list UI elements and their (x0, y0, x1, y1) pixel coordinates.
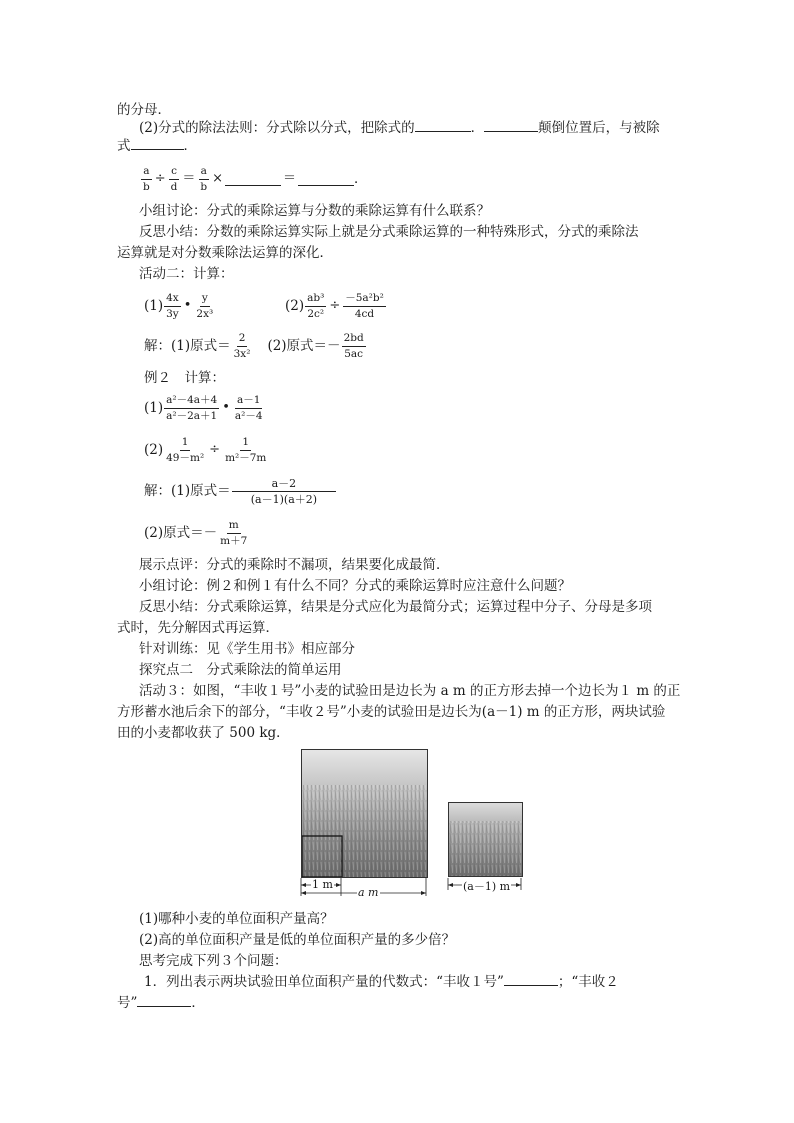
summary-1: 反思小结：分数的乘除运算实际上就是分式乘除运算的一种特殊形式，分式的乘除法 (139, 224, 639, 240)
text-line (117, 101, 171, 119)
example-2-solution-1: 解：(1)原式＝ $\frac{a-2}{(a-1)(a+2)}$ (144, 473, 337, 509)
operator: • (222, 400, 230, 415)
fraction: $\frac{\text{ab³}}{\text{2c²}}$ (307, 291, 325, 320)
text: 颠倒位置后，与被除 (538, 120, 660, 136)
example-2-problem-1: (1) $\frac{\text{a²－4a＋4}}{\text{a²－2a＋1}}$ • $\frac{a-1}{\text{a²－4}}$ (144, 393, 263, 422)
text: ． (470, 120, 485, 136)
text: 式 (117, 138, 131, 154)
answer-blank[interactable] (415, 119, 471, 132)
summary-2-cont: 式时，先分解因式再运算． (117, 620, 279, 636)
operator: ÷ (209, 442, 221, 457)
think-prompt: 思考完成下列３个问题： (139, 953, 288, 969)
group-discussion-1: 小组讨论：分式的乘除运算与分数的乘除运算有什么联系？ (139, 203, 490, 219)
activity-2-heading: 活动二：计算： (139, 266, 234, 282)
fraction: $\frac{m}{m+7}$ (220, 518, 248, 547)
formula-division-rule (140, 164, 368, 194)
wheat-field-picture (449, 803, 522, 876)
question-2: (2)高的单位面积产量是低的单位面积产量的多少倍？ (139, 932, 456, 948)
field-fengshou-2-image (448, 802, 523, 877)
answer-blank[interactable] (131, 137, 184, 150)
activity-3-line-3: 田的小麦都收获了 500 kg． (117, 725, 290, 741)
activity-2-problem-2: (2) $\frac{\text{ab³}}{\text{2c²}}$ ÷ $\frac{\text{－5a²b²}}{4cd}$ (285, 291, 384, 320)
activity-3-line-1: 活动３：如图，“丰收１号”小麦的试验田是边长为 a m 的正方形去掉一个边长为１ m 的正 (139, 683, 681, 699)
section-heading-point-2: 探究点二 分式乘除法的简单运用 (139, 662, 342, 678)
answer-blank[interactable] (137, 994, 191, 1007)
question-1: (1)哪种小麦的单位面积产量高？ (139, 911, 334, 927)
fraction: $\frac{c}{d}$ (170, 164, 178, 193)
text-line (117, 137, 197, 155)
fraction: $\frac{y}{\text{2x³}}$ (196, 291, 214, 320)
fraction: $\frac{4x}{3y}$ (166, 291, 179, 320)
fraction: $\frac{1}{\text{49－m²}}$ (166, 435, 205, 464)
example-2-heading: 例２ 计算： (144, 370, 225, 386)
field-fengshou-1-image (301, 749, 428, 878)
fraction: $\frac{a}{b}$ (143, 164, 150, 193)
operator: ÷ (329, 298, 341, 313)
example-2-problem-2: (2) $\frac{1}{\text{49－m²}}$ ÷ $\frac{1}{\text{m²－7m}}$ (144, 435, 267, 464)
answer-blank[interactable] (225, 173, 281, 186)
wheat-field-picture (302, 750, 427, 877)
example-2-solution-2: (2)原式＝－ $\frac{m}{m+7}$ (144, 518, 248, 547)
fraction: $\frac{2bd}{5ac}$ (343, 331, 364, 360)
fraction: $\frac{\text{a²－4a＋4}}{\text{a²－2a＋1}}$ (166, 393, 218, 422)
answer-blank[interactable] (484, 119, 538, 132)
division-rule-line (139, 119, 660, 137)
summary-2: 反思小结：分式乘除运算，结果是分式应化为最简分式；运算过程中分子、分母是多项 (139, 599, 652, 615)
label-am: a m (358, 886, 379, 899)
activity-2-solution: 解：(1)原式＝ $\frac{2}{\text{3x²}}$ (2)原式＝－ $\frac{2bd}{5ac}$ (144, 331, 364, 360)
fraction: $\frac{1}{\text{m²－7m}}$ (225, 435, 267, 464)
fraction: $\frac{a}{b}$ (200, 164, 208, 193)
targeted-training: 针对训练：见《学生用书》相应部分 (139, 641, 355, 657)
presentation-comment: 展示点评：分式的乘除时不漏项，结果要化成最简． (139, 557, 450, 573)
text: ． (183, 138, 197, 154)
operator: ＝ (182, 171, 196, 186)
operator: ＝ (283, 171, 297, 186)
group-discussion-2: 小组讨论：例２和例１有什么不同？分式的乘除运算时应注意什么问题？ (139, 578, 571, 594)
activity-3-line-2: 方形蓄水池后余下的部分，“丰收２号”小麦的试验田是边长为(a－1) m 的正方形，两块试验 (117, 704, 666, 720)
fraction: $\frac{2}{\text{3x²}}$ (233, 331, 251, 360)
operator: • (183, 298, 192, 313)
answer-blank[interactable] (504, 973, 558, 986)
operator: × (212, 171, 224, 186)
task-1-cont: 号” ． (117, 995, 205, 1011)
label-1m: 1 m (312, 878, 333, 891)
text: ． (354, 171, 368, 187)
text: (2)分式的除法法则：分式除以分式，把除式的 (139, 120, 415, 136)
label-a-minus-1-m: (a－1) m (463, 880, 511, 893)
text: 的分母． (117, 102, 171, 118)
fraction: $\frac{a-2}{(a-1)(a+2)}$ (232, 477, 337, 506)
operator: ÷ (154, 171, 166, 186)
activity-2-problem-1: (1) $\frac{4x}{3y}$ • $\frac{y}{\text{2x³}}$ (144, 291, 214, 320)
summary-1-cont: 运算就是对分数乘除法运算的深化． (117, 245, 333, 261)
task-1: 1．列出表示两块试验田单位面积产量的代数式：“丰收１号” ；“丰收２ (144, 974, 619, 990)
answer-blank[interactable] (298, 173, 354, 186)
fraction: $\frac{\text{－5a²b²}}{4cd}$ (345, 291, 384, 320)
fraction: $\frac{a-1}{\text{a²－4}}$ (234, 393, 263, 422)
